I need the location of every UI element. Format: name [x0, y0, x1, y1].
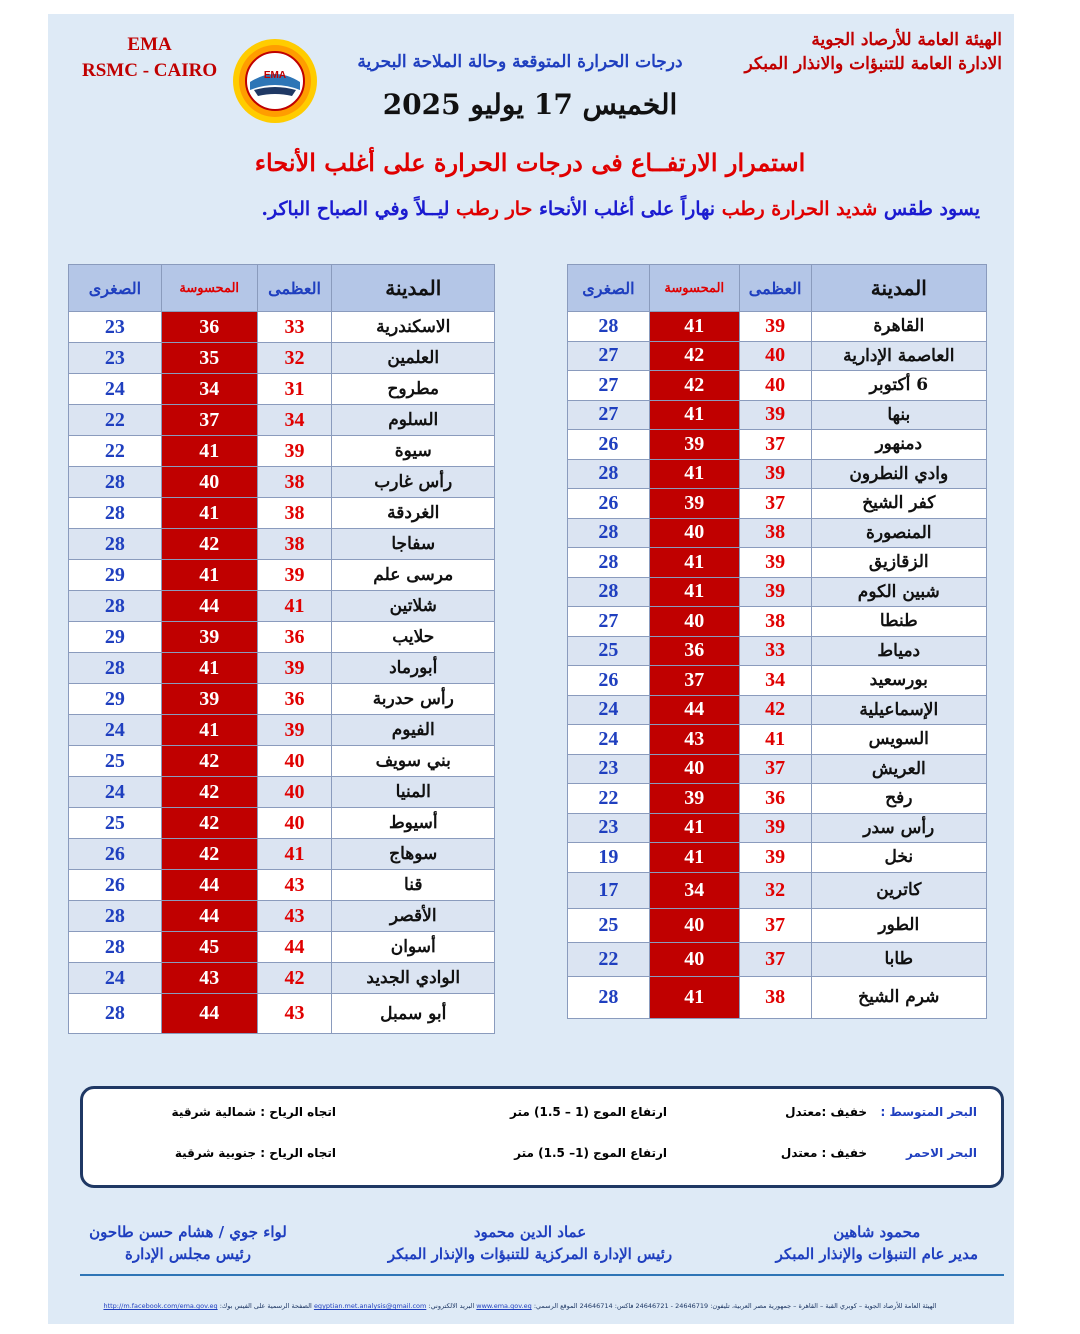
- city-cell: شلاتين: [332, 591, 495, 622]
- signatory-title: رئيس الإدارة المركزية للتنبؤات والإنذار المبكر: [387, 1245, 673, 1263]
- city-cell: الزقازيق: [811, 548, 986, 578]
- feels-like-cell: 44: [161, 870, 257, 901]
- city-cell: القاهرة: [811, 312, 986, 342]
- min-temp-cell: 22: [568, 784, 650, 814]
- signatory-name: محمود شاهين: [833, 1223, 921, 1241]
- city-cell: العريش: [811, 754, 986, 784]
- col-feel-header: المحسوسة: [161, 265, 257, 312]
- feels-like-cell: 43: [161, 963, 257, 994]
- min-temp-cell: 22: [69, 436, 162, 467]
- table-row: [69, 374, 495, 405]
- table-row: [69, 343, 495, 374]
- feels-like-cell: 34: [161, 374, 257, 405]
- min-temp-cell: 29: [69, 622, 162, 653]
- table-row: [568, 430, 987, 460]
- max-temp-cell: 39: [739, 813, 811, 843]
- city-cell: السويس: [811, 725, 986, 755]
- min-temp-cell: 27: [568, 400, 650, 430]
- table-row: [568, 400, 987, 430]
- table-row: [568, 872, 987, 908]
- max-temp-cell: 39: [739, 459, 811, 489]
- feels-like-cell: 41: [649, 976, 739, 1018]
- min-temp-cell: 23: [568, 754, 650, 784]
- feels-like-cell: 44: [161, 901, 257, 932]
- max-temp-cell: 33: [739, 636, 811, 666]
- min-temp-cell: 17: [568, 872, 650, 908]
- table-row: [568, 636, 987, 666]
- city-cell: سوهاج: [332, 839, 495, 870]
- table-row: [69, 467, 495, 498]
- table-row: [69, 808, 495, 839]
- min-temp-cell: 28: [69, 529, 162, 560]
- feels-like-cell: 43: [649, 725, 739, 755]
- max-temp-cell: 39: [739, 548, 811, 578]
- organization-header: [744, 28, 1002, 76]
- max-temp-cell: 37: [739, 942, 811, 976]
- table-row: [568, 518, 987, 548]
- city-cell: أسوان: [332, 932, 495, 963]
- min-temp-cell: 23: [69, 312, 162, 343]
- max-temp-cell: 39: [739, 400, 811, 430]
- feels-like-cell: 40: [649, 942, 739, 976]
- signatory-name: عماد الدين محمود: [473, 1223, 587, 1241]
- table-row: [568, 577, 987, 607]
- feels-like-cell: 39: [649, 430, 739, 460]
- summary-part-5: ليــلاً وفي الصباح الباكر.: [261, 198, 450, 220]
- logo-text: EMA: [263, 70, 287, 81]
- table-row: [69, 529, 495, 560]
- feels-like-cell: 40: [649, 754, 739, 784]
- max-temp-cell: 38: [739, 607, 811, 637]
- max-temp-cell: 43: [257, 901, 332, 932]
- feels-like-cell: 41: [161, 560, 257, 591]
- summary-part-2: شديد الحرارة رطب: [721, 198, 878, 220]
- max-temp-cell: 32: [257, 343, 332, 374]
- city-cell: مرسى علم: [332, 560, 495, 591]
- city-cell: الأقصر: [332, 901, 495, 932]
- ema-text: EMA: [127, 34, 172, 55]
- city-cell: الوادي الجديد: [332, 963, 495, 994]
- table-row: [69, 994, 495, 1034]
- min-temp-cell: 22: [568, 942, 650, 976]
- max-temp-cell: 38: [257, 498, 332, 529]
- feels-like-cell: 42: [161, 777, 257, 808]
- city-cell: 6 أكتوبر: [811, 371, 986, 401]
- min-temp-cell: 28: [69, 653, 162, 684]
- table-row: [69, 839, 495, 870]
- feels-like-cell: 40: [649, 908, 739, 942]
- min-temp-cell: 24: [568, 725, 650, 755]
- min-temp-cell: 27: [568, 341, 650, 371]
- table-row: [69, 498, 495, 529]
- max-temp-cell: 43: [257, 994, 332, 1034]
- min-temp-cell: 25: [568, 908, 650, 942]
- feels-like-cell: 41: [649, 548, 739, 578]
- min-temp-cell: 24: [69, 374, 162, 405]
- city-cell: قنا: [332, 870, 495, 901]
- table-row: [69, 963, 495, 994]
- min-temp-cell: 28: [568, 577, 650, 607]
- red-sea-label: البحر الاحمر: [905, 1146, 977, 1160]
- city-cell: بنها: [811, 400, 986, 430]
- min-temp-cell: 23: [69, 343, 162, 374]
- max-temp-cell: 31: [257, 374, 332, 405]
- city-cell: طابا: [811, 942, 986, 976]
- signatory-title: مدير عام التنبؤات والإنذار المبكر: [775, 1245, 978, 1263]
- max-temp-cell: 38: [257, 529, 332, 560]
- feels-like-cell: 39: [161, 684, 257, 715]
- min-temp-cell: 28: [568, 548, 650, 578]
- city-cell: كاترين: [811, 872, 986, 908]
- city-cell: السلوم: [332, 405, 495, 436]
- red-sea-row: [83, 1146, 1001, 1166]
- table-row: [568, 908, 987, 942]
- city-cell: بورسعيد: [811, 666, 986, 696]
- red-sea-state: خفيف : معتدل: [780, 1146, 867, 1160]
- max-temp-cell: 33: [257, 312, 332, 343]
- table-row: [568, 607, 987, 637]
- min-temp-cell: 19: [568, 843, 650, 873]
- summary-part-1: يسود طقس: [883, 198, 980, 220]
- max-temp-cell: 39: [257, 715, 332, 746]
- summary-part-4: حار رطب: [456, 198, 533, 220]
- red-sea-wind: اتجاه الرياح : جنوبية شرقية: [174, 1146, 336, 1160]
- min-temp-cell: 23: [568, 813, 650, 843]
- table-row: [568, 843, 987, 873]
- red-sea-wave: ارتفاع الموج (1– 1.5) متر: [514, 1146, 667, 1160]
- min-temp-cell: 26: [69, 839, 162, 870]
- table-row: [69, 622, 495, 653]
- max-temp-cell: 36: [257, 684, 332, 715]
- table-row: [69, 715, 495, 746]
- min-temp-cell: 28: [69, 994, 162, 1034]
- min-temp-cell: 24: [69, 777, 162, 808]
- max-temp-cell: 41: [257, 839, 332, 870]
- table-row: [568, 976, 987, 1018]
- min-temp-cell: 28: [69, 467, 162, 498]
- max-temp-cell: 32: [739, 872, 811, 908]
- marine-conditions-box: [80, 1086, 1004, 1188]
- table-row: [69, 560, 495, 591]
- temperature-table-right: [567, 264, 987, 1019]
- max-temp-cell: 40: [257, 746, 332, 777]
- table-row: [69, 653, 495, 684]
- max-temp-cell: 39: [257, 560, 332, 591]
- table-row: [568, 459, 987, 489]
- summary-part-3: نهاراً على أغلب الأنحاء: [538, 198, 716, 220]
- signature-central-admin: [380, 1221, 680, 1265]
- table-row: [568, 312, 987, 342]
- footer-contact: [80, 1302, 960, 1310]
- footer-divider: [80, 1274, 1004, 1276]
- col-min-header: الصغرى: [568, 265, 650, 312]
- rsmc-text: RSMC - CAIRO: [82, 60, 218, 81]
- table-row: [568, 341, 987, 371]
- feels-like-cell: 39: [161, 622, 257, 653]
- max-temp-cell: 37: [739, 908, 811, 942]
- max-temp-cell: 44: [257, 932, 332, 963]
- signature-forecast-director: [776, 1221, 978, 1265]
- mediterranean-wind: اتجاه الرياح : شمالية شرقية: [171, 1105, 336, 1119]
- col-max-header: العظمى: [739, 265, 811, 312]
- city-cell: رأس غارب: [332, 467, 495, 498]
- mediterranean-row: [83, 1105, 1001, 1125]
- max-temp-cell: 34: [257, 405, 332, 436]
- city-cell: مطروح: [332, 374, 495, 405]
- col-feel-header: المحسوسة: [649, 265, 739, 312]
- org-department: الادارة العامة للتنبؤات والانذار المبكر: [744, 54, 1002, 74]
- feels-like-cell: 44: [161, 591, 257, 622]
- table-row: [69, 870, 495, 901]
- city-cell: الطور: [811, 908, 986, 942]
- min-temp-cell: 26: [568, 666, 650, 696]
- feels-like-cell: 41: [649, 312, 739, 342]
- max-temp-cell: 34: [739, 666, 811, 696]
- max-temp-cell: 39: [739, 577, 811, 607]
- mediterranean-wave: ارتفاع الموج (1 – 1.5) متر: [510, 1105, 667, 1119]
- feels-like-cell: 42: [161, 746, 257, 777]
- max-temp-cell: 40: [739, 341, 811, 371]
- col-city-header: المدينة: [811, 265, 986, 312]
- max-temp-cell: 36: [257, 622, 332, 653]
- bulletin-title: درجات الحرارة المتوقعة وحالة الملاحة البحرية: [357, 52, 683, 72]
- max-temp-cell: 37: [739, 754, 811, 784]
- ema-label: [82, 32, 217, 84]
- city-cell: الإسماعيلية: [811, 695, 986, 725]
- feels-like-cell: 35: [161, 343, 257, 374]
- table-row: [568, 942, 987, 976]
- city-cell: دمنهور: [811, 430, 986, 460]
- max-temp-cell: 39: [257, 436, 332, 467]
- table-row: [69, 312, 495, 343]
- city-cell: المنصورة: [811, 518, 986, 548]
- max-temp-cell: 41: [257, 591, 332, 622]
- feels-like-cell: 44: [649, 695, 739, 725]
- table-row: [568, 784, 987, 814]
- table-row: [69, 684, 495, 715]
- min-temp-cell: 28: [568, 459, 650, 489]
- feels-like-cell: 41: [649, 577, 739, 607]
- city-cell: الفيوم: [332, 715, 495, 746]
- min-temp-cell: 27: [568, 371, 650, 401]
- min-temp-cell: 26: [568, 489, 650, 519]
- facebook-link[interactable]: http://m.facebook.com/ema.gov.eg: [103, 1302, 218, 1310]
- max-temp-cell: 39: [739, 312, 811, 342]
- max-temp-cell: 38: [739, 518, 811, 548]
- feels-like-cell: 41: [161, 653, 257, 684]
- max-temp-cell: 40: [739, 371, 811, 401]
- signatory-title: رئيس مجلس الإدارة: [125, 1245, 251, 1263]
- email-link[interactable]: egyptian.met.analysis@gmail.com: [313, 1302, 427, 1310]
- bulletin-date: الخميس 17 يوليو 2025: [382, 88, 678, 121]
- min-temp-cell: 25: [568, 636, 650, 666]
- temperature-table-left: [68, 264, 495, 1034]
- min-temp-cell: 28: [69, 591, 162, 622]
- city-cell: الاسكندرية: [332, 312, 495, 343]
- facebook-label: الصفحة الرسمية على الفيس بوك:: [219, 1302, 312, 1310]
- min-temp-cell: 24: [69, 963, 162, 994]
- col-min-header: الصغرى: [69, 265, 162, 312]
- city-cell: العلمين: [332, 343, 495, 374]
- table-header-row: [568, 265, 987, 312]
- city-cell: طنطا: [811, 607, 986, 637]
- city-cell: سيوة: [332, 436, 495, 467]
- feels-like-cell: 42: [649, 341, 739, 371]
- table-row: [568, 725, 987, 755]
- min-temp-cell: 26: [69, 870, 162, 901]
- min-temp-cell: 28: [69, 932, 162, 963]
- table-row: [568, 371, 987, 401]
- city-cell: سفاجا: [332, 529, 495, 560]
- min-temp-cell: 25: [69, 746, 162, 777]
- signatory-name: لواء جوي / هشام حسن طاحون: [89, 1223, 287, 1241]
- footer-address: الهيئة العامة للأرصاد الجوية – كوبري القبة – القاهرة – جمهورية مصر العربية، تليفون: 24646719 - 24646721 فاكس: 24646714 الموقع الرسمي:: [533, 1302, 937, 1310]
- col-city-header: المدينة: [332, 265, 495, 312]
- feels-like-cell: 42: [649, 371, 739, 401]
- feels-like-cell: 37: [161, 405, 257, 436]
- max-temp-cell: 39: [257, 653, 332, 684]
- feels-like-cell: 41: [161, 498, 257, 529]
- min-temp-cell: 28: [69, 498, 162, 529]
- max-temp-cell: 41: [739, 725, 811, 755]
- min-temp-cell: 28: [568, 518, 650, 548]
- feels-like-cell: 41: [161, 436, 257, 467]
- feels-like-cell: 37: [649, 666, 739, 696]
- feels-like-cell: 36: [161, 312, 257, 343]
- city-cell: نخل: [811, 843, 986, 873]
- ema-logo: [232, 38, 318, 124]
- table-row: [69, 436, 495, 467]
- city-cell: أبورماد: [332, 653, 495, 684]
- min-temp-cell: 28: [69, 901, 162, 932]
- min-temp-cell: 24: [69, 715, 162, 746]
- signature-chairman: [86, 1221, 290, 1265]
- feels-like-cell: 39: [649, 784, 739, 814]
- mediterranean-label: البحر المتوسط :: [880, 1105, 977, 1119]
- max-temp-cell: 39: [739, 843, 811, 873]
- website-link[interactable]: www.ema.gov.eg: [476, 1302, 532, 1310]
- max-temp-cell: 40: [257, 777, 332, 808]
- min-temp-cell: 29: [69, 684, 162, 715]
- table-row: [69, 746, 495, 777]
- table-row: [568, 489, 987, 519]
- forecast-headline: استمرار الارتفــاع فى درجات الحرارة على أغلب الأنحاء: [254, 148, 806, 177]
- min-temp-cell: 22: [69, 405, 162, 436]
- table-row: [568, 754, 987, 784]
- feels-like-cell: 42: [161, 529, 257, 560]
- min-temp-cell: 27: [568, 607, 650, 637]
- col-max-header: العظمى: [257, 265, 332, 312]
- org-name: الهيئة العامة للأرصاد الجوية: [811, 30, 1002, 50]
- feels-like-cell: 41: [649, 400, 739, 430]
- feels-like-cell: 40: [649, 607, 739, 637]
- feels-like-cell: 41: [649, 813, 739, 843]
- feels-like-cell: 45: [161, 932, 257, 963]
- table-row: [69, 932, 495, 963]
- min-temp-cell: 26: [568, 430, 650, 460]
- table-row: [69, 777, 495, 808]
- mediterranean-state: خفيف :معتدل: [785, 1105, 867, 1119]
- city-cell: كفر الشيخ: [811, 489, 986, 519]
- feels-like-cell: 44: [161, 994, 257, 1034]
- feels-like-cell: 40: [161, 467, 257, 498]
- max-temp-cell: 36: [739, 784, 811, 814]
- max-temp-cell: 40: [257, 808, 332, 839]
- min-temp-cell: 29: [69, 560, 162, 591]
- min-temp-cell: 25: [69, 808, 162, 839]
- city-cell: شبين الكوم: [811, 577, 986, 607]
- max-temp-cell: 38: [257, 467, 332, 498]
- feels-like-cell: 41: [161, 715, 257, 746]
- feels-like-cell: 36: [649, 636, 739, 666]
- city-cell: أسيوط: [332, 808, 495, 839]
- min-temp-cell: 28: [568, 976, 650, 1018]
- min-temp-cell: 28: [568, 312, 650, 342]
- max-temp-cell: 43: [257, 870, 332, 901]
- feels-like-cell: 39: [649, 489, 739, 519]
- max-temp-cell: 37: [739, 489, 811, 519]
- city-cell: رفح: [811, 784, 986, 814]
- city-cell: حلايب: [332, 622, 495, 653]
- city-cell: أبو سمبل: [332, 994, 495, 1034]
- table-row: [568, 548, 987, 578]
- city-cell: رأس حدربة: [332, 684, 495, 715]
- feels-like-cell: 40: [649, 518, 739, 548]
- feels-like-cell: 42: [161, 808, 257, 839]
- feels-like-cell: 34: [649, 872, 739, 908]
- table-row: [568, 695, 987, 725]
- city-cell: الغردقة: [332, 498, 495, 529]
- email-label: البريد الالكتروني:: [428, 1302, 475, 1310]
- city-cell: شرم الشيخ: [811, 976, 986, 1018]
- feels-like-cell: 42: [161, 839, 257, 870]
- table-row: [69, 901, 495, 932]
- city-cell: رأس سدر: [811, 813, 986, 843]
- max-temp-cell: 38: [739, 976, 811, 1018]
- city-cell: المنيا: [332, 777, 495, 808]
- table-header-row: [69, 265, 495, 312]
- city-cell: بني سويف: [332, 746, 495, 777]
- max-temp-cell: 42: [739, 695, 811, 725]
- feels-like-cell: 41: [649, 843, 739, 873]
- max-temp-cell: 42: [257, 963, 332, 994]
- city-cell: دمياط: [811, 636, 986, 666]
- table-row: [568, 813, 987, 843]
- city-cell: وادي النطرون: [811, 459, 986, 489]
- table-row: [568, 666, 987, 696]
- feels-like-cell: 41: [649, 459, 739, 489]
- max-temp-cell: 37: [739, 430, 811, 460]
- table-row: [69, 405, 495, 436]
- min-temp-cell: 24: [568, 695, 650, 725]
- city-cell: العاصمة الإدارية: [811, 341, 986, 371]
- forecast-summary: [100, 198, 980, 220]
- table-row: [69, 591, 495, 622]
